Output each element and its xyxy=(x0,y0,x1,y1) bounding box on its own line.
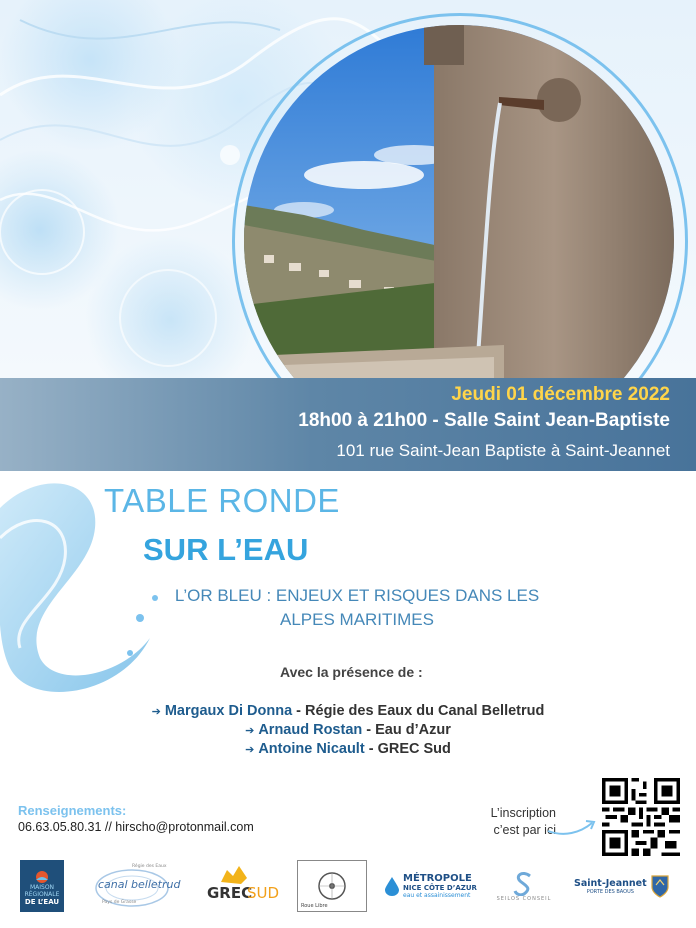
speaker-item xyxy=(0,741,696,757)
shield-icon xyxy=(650,873,670,899)
registration-prompt xyxy=(452,805,556,839)
speaker-name: Margaux Di Donna xyxy=(164,703,293,719)
registration-line-2: c’est par ici xyxy=(493,823,556,837)
presence-label: Avec la présence de : xyxy=(280,664,423,680)
canal-belletrud-logo: canal belletrud Régie des Eaux Pays de Grasse xyxy=(98,864,181,905)
registration-line-1: L’inscription xyxy=(490,806,556,820)
speaker-item xyxy=(0,703,696,719)
grec-sud-logo: GREC SUD xyxy=(205,860,275,912)
event-time-place: 18h00 à 21h00 - Salle Saint Jean-Baptiste xyxy=(298,410,670,431)
event-date: Jeudi 01 décembre 2022 xyxy=(451,384,670,405)
maison-regionale-eau-logo: MAISON RÉGIONALE DE L’EAU xyxy=(20,860,64,912)
metropole-nice-logo: MÉTROPOLE NICE CÔTE D’AZUR eau et assainissement xyxy=(384,860,478,912)
subtitle-line-1: L’OR BLEU : ENJEUX ET RISQUES DANS LES xyxy=(174,586,540,605)
arrow-right-icon: ➔ xyxy=(245,744,255,756)
water-drop-icon xyxy=(384,876,400,896)
speaker-organisation: Régie des Eaux du Canal Belletrud xyxy=(305,703,545,719)
event-banner xyxy=(0,378,696,471)
water-drop-icon xyxy=(34,870,50,884)
event-address: 101 rue Saint-Jean Baptiste à Saint-Jeannet xyxy=(336,441,670,460)
speaker-separator: - xyxy=(292,703,306,719)
roue-libre-logo: Roue Libre xyxy=(297,860,367,912)
title-line-1: TABLE RONDE xyxy=(104,482,340,519)
qr-code[interactable] xyxy=(601,778,681,856)
title-line-2: SUR L’EAU xyxy=(143,532,309,567)
saint-jeannet-logo: Saint-Jeannet PORTE DES BAOUS xyxy=(574,860,674,912)
speaker-organisation: GREC Sud xyxy=(377,741,451,757)
seilos-conseil-logo: SEILOS CONSEIL xyxy=(488,860,560,912)
speaker-separator: - xyxy=(362,722,376,738)
speaker-name: Antoine Nicault xyxy=(258,741,365,757)
arrow-right-icon: ➔ xyxy=(245,725,255,737)
contact-details[interactable]: 06.63.05.80.31 // hirscho@protonmail.com xyxy=(18,820,254,834)
arrow-right-icon: ➔ xyxy=(151,706,161,718)
speaker-item xyxy=(0,722,696,738)
curved-arrow-icon xyxy=(546,815,598,837)
contact-title: Renseignements: xyxy=(18,803,127,818)
speaker-name: Arnaud Rostan xyxy=(258,722,363,738)
subtitle-line-2: ALPES MARITIMES xyxy=(280,610,434,629)
speaker-separator: - xyxy=(364,741,378,757)
speaker-organisation: Eau d’Azur xyxy=(375,722,451,738)
